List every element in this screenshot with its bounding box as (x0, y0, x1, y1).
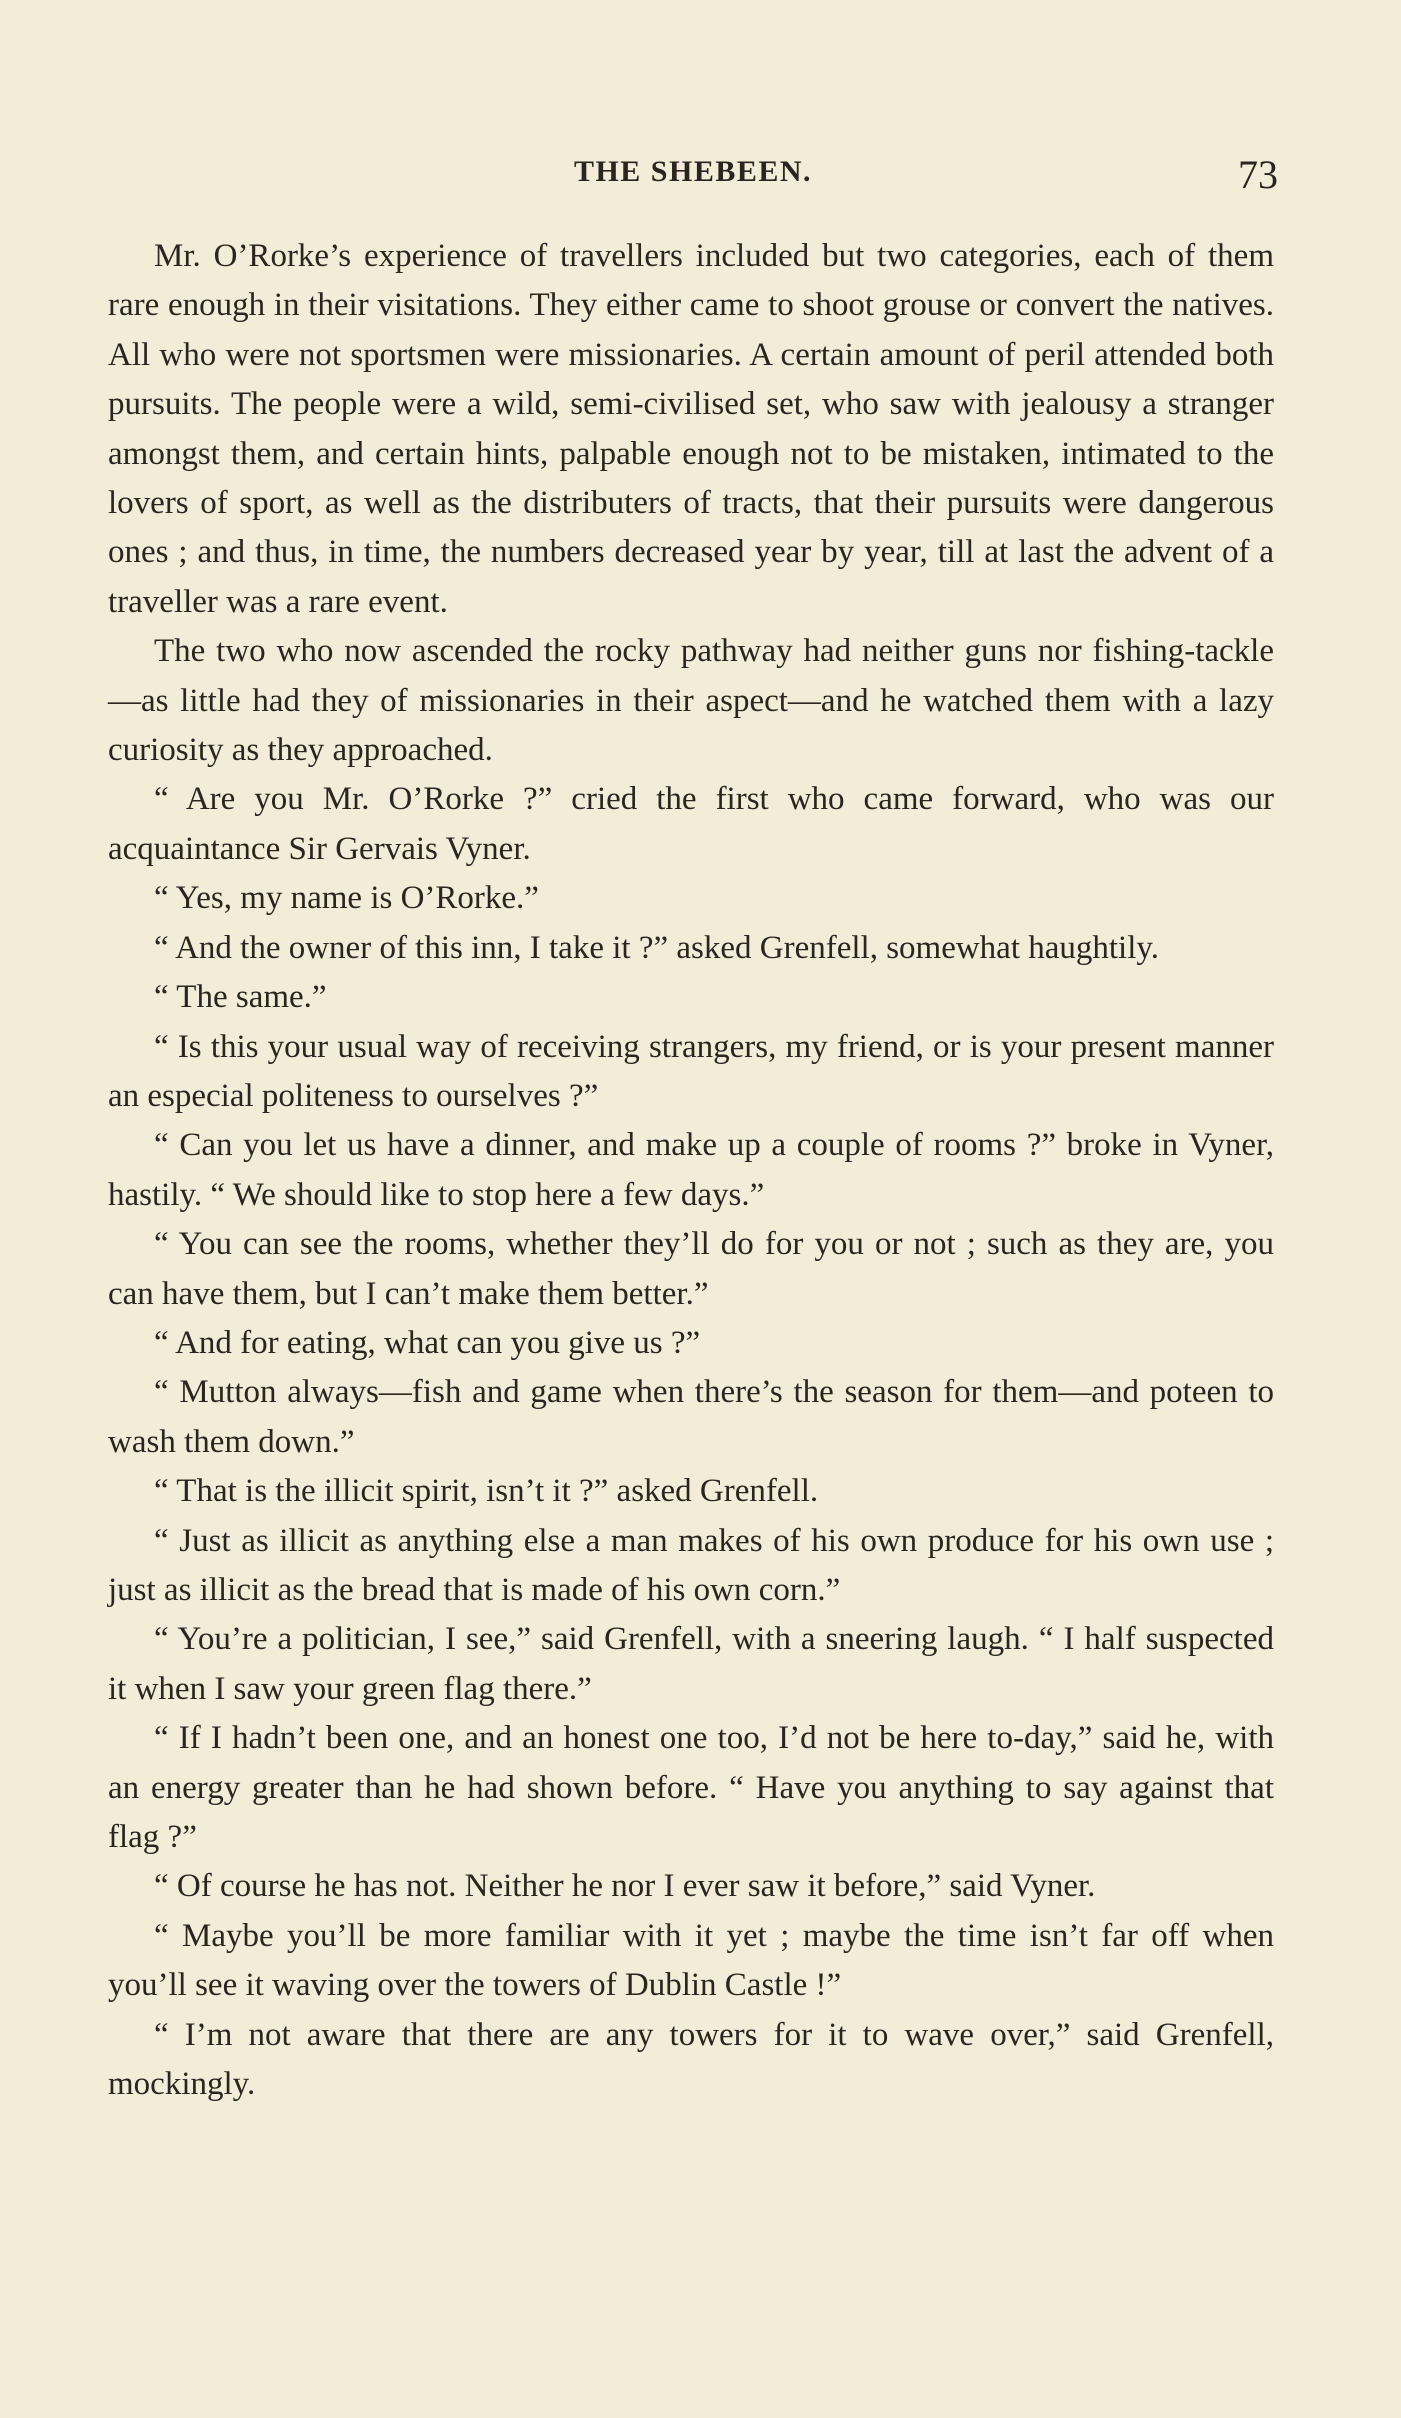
paragraph: “ The same.” (154, 979, 327, 1016)
paragraph: “ If I hadn’t been one, and an honest one too, I’d not be here to-day,” said he, with an energy greater than he had shown before. “ Have you anything to say against that flag ?” (108, 1720, 1274, 1855)
paragraph: “ Of course he has not. Neither he nor I ever saw it before,” said Vyner. (154, 1868, 1096, 1905)
paragraph: Mr. O’Rorke’s experience of travellers included but two categories, each of them rare enough in their visitations. They either came to shoot grouse or convert the natives. All who were not sportsmen were missionaries. A certain amount of peril attended both pursuits. The people were a wild, semi-civilised set, who saw with jealousy a stranger amongst them, and certain hints, palpable enough not to be mistaken, intimated to the lovers of sport, as well as the distributers of tracts, that their pursuits were dangerous ones ; and thus, in time, the numbers decreased year by year, till at last the advent of a traveller was a rare event. (108, 238, 1274, 620)
paragraph: “ Just as illicit as anything else a man makes of his own produce for his own use ; just as illicit as the bread that is made of his own corn.” (108, 1522, 1274, 1608)
body-text (108, 232, 1274, 2109)
paragraph: “ And the owner of this inn, I take it ?” asked Grenfell, somewhat haughtily. (154, 929, 1160, 966)
paragraph: “ You can see the rooms, whether they’ll do for you or not ; such as they are, you can have them, but I can’t make them better.” (108, 1226, 1274, 1312)
paragraph: “ I’m not aware that there are any towers for it to wave over,” said Grenfell, mockingly. (108, 2016, 1274, 2103)
page-number: 73 (1238, 152, 1278, 197)
paragraph: “ Can you let us have a dinner, and make up a couple of rooms ?” broke in Vyner, hastily. “ We should like to stop here a few days.” (108, 1127, 1274, 1213)
paragraph: “ You’re a politician, I see,” said Grenfell, with a sneering laugh. “ I half suspected it when I saw your green flag there.” (108, 1621, 1274, 1707)
paragraph: “ Mutton always—fish and game when there’s the season for them—and poteen to wash them down.” (108, 1374, 1274, 1460)
paragraph: “ Are you Mr. O’Rorke ?” cried the first who came forward, who was our acquaintance Sir Gervais Vyner. (108, 781, 1274, 867)
paragraph: “ Is this your usual way of receiving strangers, my friend, or is your present manner an especial politeness to ourselves ?” (108, 1028, 1274, 1114)
paragraph: “ That is the illicit spirit, isn’t it ?” asked Grenfell. (154, 1473, 819, 1510)
running-head: THE SHEBEEN. (573, 155, 813, 188)
paragraph: “ And for eating, what can you give us ?” (154, 1324, 701, 1361)
paragraph: “ Maybe you’ll be more familiar with it yet ; maybe the time isn’t far off when you’ll see it waving over the towers of Dublin Castle !” (108, 1917, 1274, 2004)
page-header (108, 152, 1278, 205)
paragraph: The two who now ascended the rocky pathway had neither guns nor fishing-tackle—as little had they of missionaries in their aspect—and he watched them with a lazy curiosity as they approached. (108, 633, 1274, 769)
paragraph: “ Yes, my name is O’Rorke.” (154, 880, 539, 917)
